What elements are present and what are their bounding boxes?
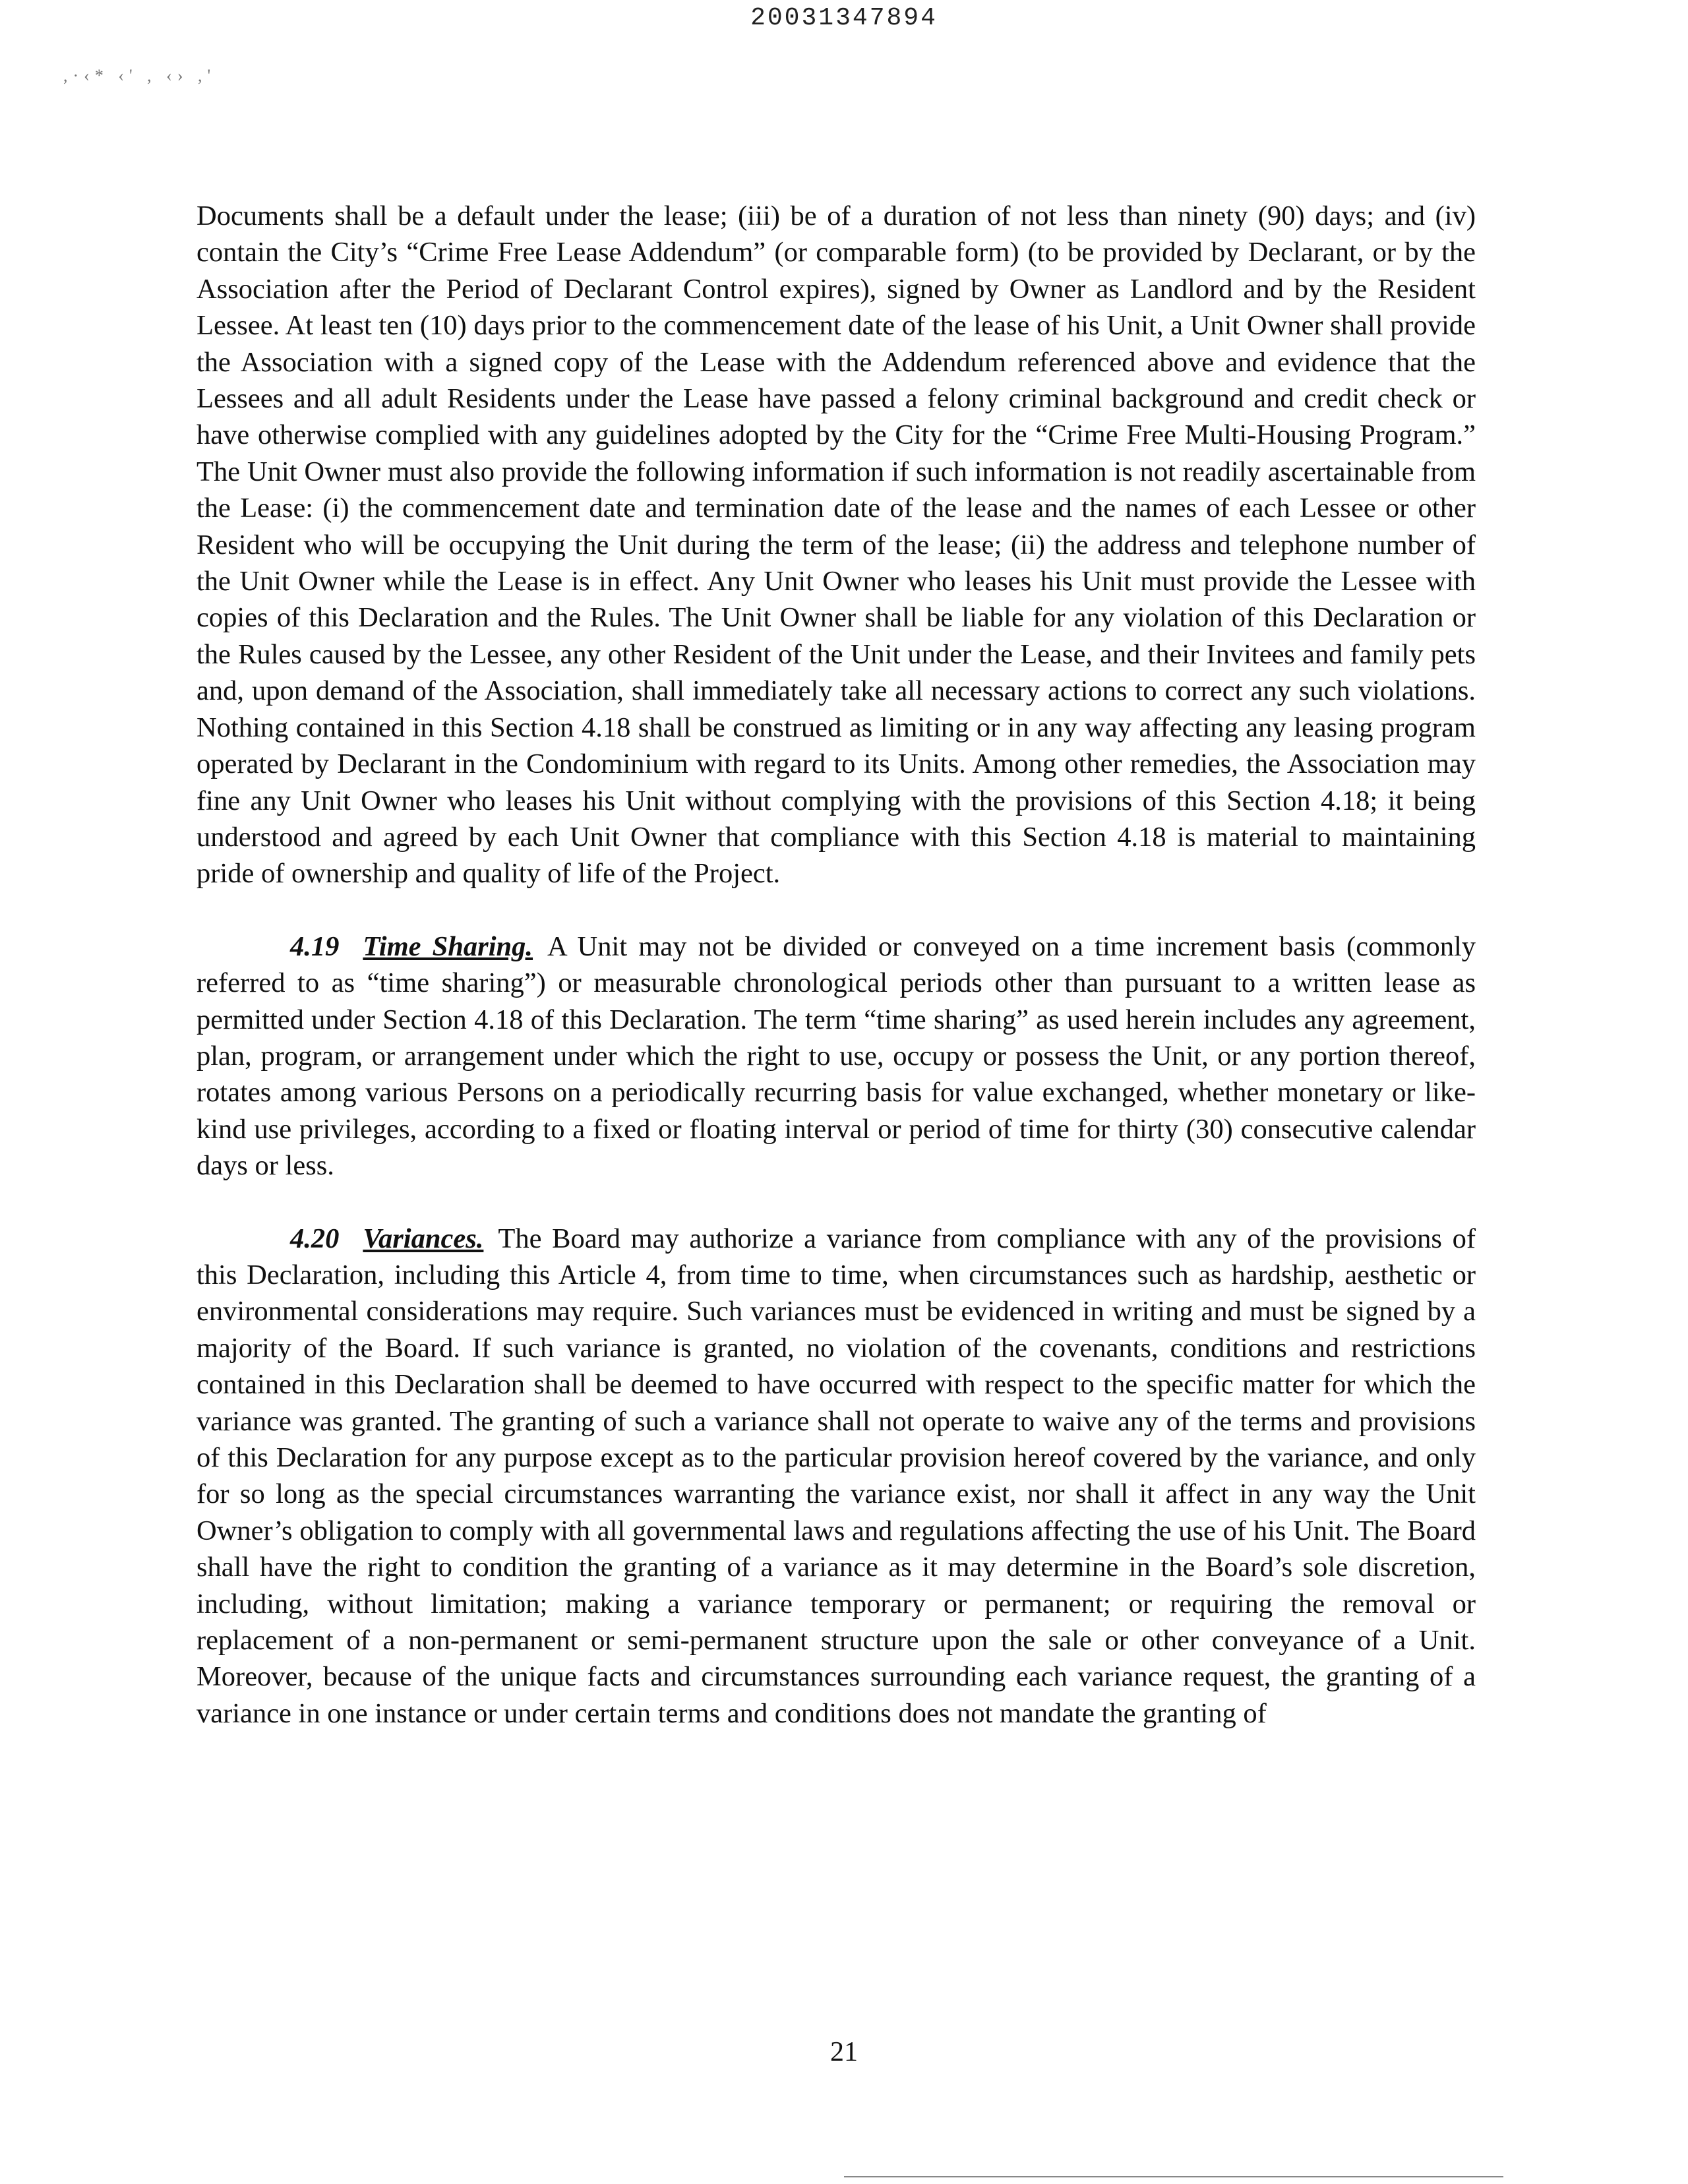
section-title: Variances.: [363, 1223, 484, 1254]
section-text: A Unit may not be divided or conveyed on a time increment basis (commonly referred to as “time sharing”) or measurable chronological periods other than pursuant to a written lease as permitted under Section 4.18 of this Declaration. The term “time sharing” as used herein includes any agreement, plan, program, or arrangement under which the right to use, occupy or possess the Unit, or any portion thereof, rotates among various Persons on a periodically recurring basis for value exchanged, whether monetary or like-kind use privileges, according to a fixed or floating interval or period of time for thirty (30) consecutive calendar days or less.: [196, 930, 1476, 1182]
section-number: 4.20: [290, 1223, 340, 1254]
section-text: The Board may authorize a variance from compliance with any of the provisions of this Declaration, including this Article 4, from time to time, when circumstances such as hardship, aesthetic or environmental considerations may require. Such variances must be evidenced in writing and must be signed by a majority of the Board. If such variance is granted, no violation of the covenants, conditions and restrictions contained in this Declaration shall be deemed to have occurred with respect to the specific matter for which the variance was granted. The granting of such a variance shall not operate to waive any of the terms and provisions of this Declaration for any purpose except as to the particular provision hereof covered by the variance, and only for so long as the special circumstances warranting the variance exist, nor shall it affect in any way the Unit Owner’s obligation to comply with all governmental laws and regulations affecting the use of his Unit. The Board shall have the right to condition the granting of a variance as it may determine in the Board’s sole discretion, including, without limitation; making a variance temporary or permanent; or requiring the removal or replacement of a non-permanent or semi-permanent structure upon the sale or other conveyance of a Unit. Moreover, because of the unique facts and circumstances surrounding each variance request, the granting of a variance in one instance or under certain terms and conditions does not mandate the granting of: [196, 1223, 1476, 1729]
section-number: 4.19: [290, 930, 340, 962]
section-4-20: [196, 1221, 1476, 1732]
page-number: 21: [830, 2037, 858, 2067]
section-4-19: [196, 928, 1476, 1184]
document-body: [196, 198, 1476, 1768]
bottom-rule: [844, 2176, 1503, 2177]
document-number: 20031347894: [750, 4, 938, 32]
scan-marks: ,·‹* ‹' , ‹› ,': [63, 66, 216, 85]
paragraph-lease-continuation: Documents shall be a default under the lease; (iii) be of a duration of not less than ninety (90) days; and (iv) contain the City’s “Crime Free Lease Addendum” (or comparable form) (to be provided by Declarant, or by the Association after the Period of Declarant Control expires), signed by Owner as Landlord and by the Resident Lessee. At least ten (10) days prior to the commencement date of the lease of his Unit, a Unit Owner shall provide the Association with a signed copy of the Lease with the Addendum referenced above and evidence that the Lessees and all adult Residents under the Lease have passed a felony criminal background and credit check or have otherwise complied with any guidelines adopted by the City for the “Crime Free Multi-Housing Program.” The Unit Owner must also provide the following information if such information is not readily ascertainable from the Lease: (i) the commencement date and termination date of the lease and the names of each Lessee or other Resident who will be occupying the Unit during the term of the lease; (ii) the address and telephone number of the Unit Owner while the Lease is in effect. Any Unit Owner who leases his Unit must provide the Lessee with copies of this Declaration and the Rules. The Unit Owner shall be liable for any violation of this Declaration or the Rules caused by the Lessee, any other Resident of the Unit under the Lease, and their Invitees and family pets and, upon demand of the Association, shall immediately take all necessary actions to correct any such violations. Nothing contained in this Section 4.18 shall be construed as limiting or in any way affecting any leasing program operated by Declarant in the Condominium with regard to its Units. Among other remedies, the Association may fine any Unit Owner who leases his Unit without complying with the provisions of this Section 4.18; it being understood and agreed by each Unit Owner that compliance with this Section 4.18 is material to maintaining pride of ownership and quality of life of the Project.: [196, 200, 1476, 890]
section-title: Time Sharing.: [363, 930, 533, 962]
